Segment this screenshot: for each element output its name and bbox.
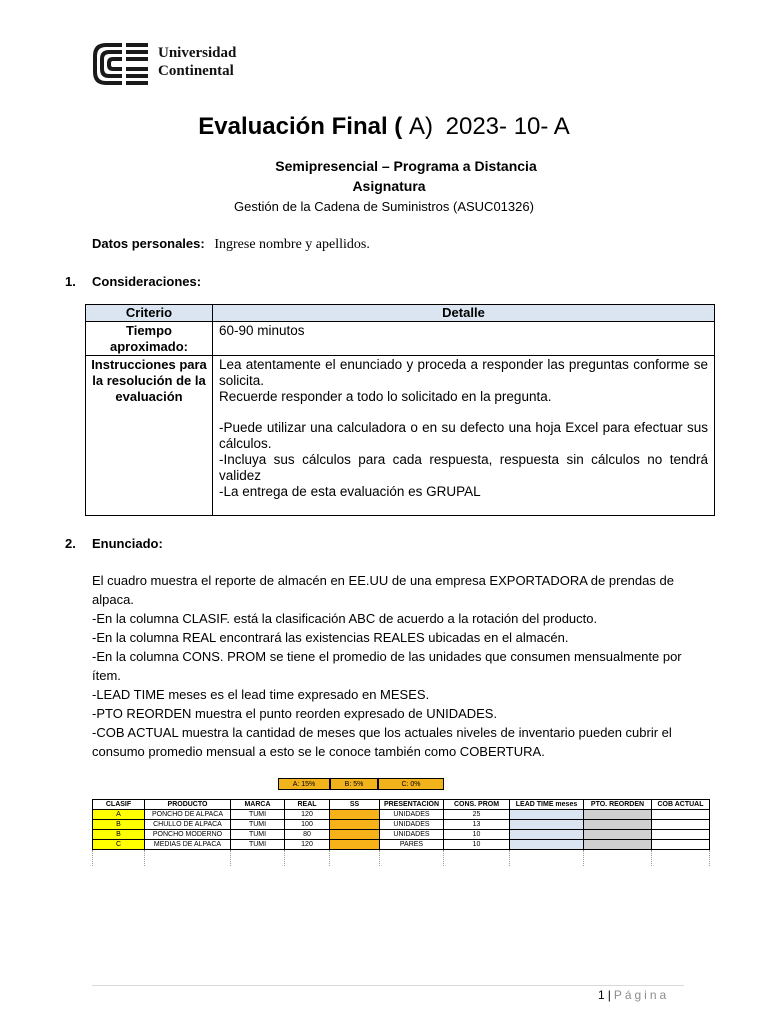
col-header-ss: SS — [330, 800, 380, 810]
criteria-header-criterion: Criterio — [86, 305, 213, 322]
cell-pto-reorden[interactable] — [584, 820, 652, 830]
cell-cons-prom: 25 — [444, 810, 510, 820]
cell-presentacion: UNIDADES — [380, 820, 444, 830]
cell-producto: CHULLO DE ALPACA — [145, 820, 231, 830]
table-spacer-row — [93, 850, 710, 867]
cell-cob-actual[interactable] — [652, 830, 710, 840]
section-2-title: Enunciado: — [92, 536, 163, 551]
inventory-header-row — [93, 800, 710, 810]
cell-marca: TUMI — [231, 810, 285, 820]
criteria-instructions-detail — [213, 356, 715, 516]
criteria-table — [85, 304, 715, 516]
personal-data-label: Datos personales: — [92, 236, 205, 251]
section-1-number: 1. — [65, 274, 76, 289]
cell-marca: TUMI — [231, 820, 285, 830]
legend-c: C: 0% — [378, 778, 444, 790]
inventory-table — [92, 799, 710, 866]
cell-cob-actual[interactable] — [652, 840, 710, 850]
cell-cob-actual[interactable] — [652, 810, 710, 820]
cell-producto: PONCHO DE ALPACA — [145, 810, 231, 820]
cell-clasif: B — [93, 830, 145, 840]
criteria-time-label: Tiempo aproximado: — [86, 322, 213, 356]
cell-real: 100 — [285, 820, 330, 830]
logo-line-1: Universidad — [158, 45, 237, 61]
col-header-clasif: CLASIF — [93, 800, 145, 810]
col-header-cons-prom: CONS. PROM — [444, 800, 510, 810]
cell-clasif: B — [93, 820, 145, 830]
table-row — [93, 830, 710, 840]
cell-clasif: A — [93, 810, 145, 820]
table-row — [93, 820, 710, 830]
cell-cob-actual[interactable] — [652, 820, 710, 830]
criteria-table-header — [86, 305, 715, 322]
footer-separator: | — [607, 988, 611, 1002]
cell-ss[interactable] — [330, 830, 380, 840]
instruction-line: Lea atentamente el enunciado y proceda a responder las preguntas conforme se solicita. — [219, 357, 708, 388]
criteria-row-time — [86, 322, 715, 356]
col-header-real: REAL — [285, 800, 330, 810]
cell-real: 80 — [285, 830, 330, 840]
cell-pto-reorden[interactable] — [584, 830, 652, 840]
section-1-title: Consideraciones: — [92, 274, 202, 289]
table-row — [93, 840, 710, 850]
col-header-pto-reorden: PTO. REORDEN — [584, 800, 652, 810]
instruction-line: -Incluya sus cálculos para cada respuesta, respuesta sin cálculos no tendrá validez — [219, 452, 708, 483]
criteria-header-detail: Detalle — [213, 305, 715, 322]
statement-paragraph: El cuadro muestra el reporte de almacén en EE.UU de una empresa EXPORTADORA de prendas de alpaca. — [92, 573, 674, 607]
logo-line-2: Continental — [158, 63, 234, 79]
footer-divider — [92, 985, 684, 986]
table-row — [93, 810, 710, 820]
cell-ss[interactable] — [330, 810, 380, 820]
criteria-time-value: 60-90 minutos — [213, 322, 715, 356]
statement-paragraph: -En la columna REAL encontrará las existencias REALES ubicadas en el almacén. — [92, 630, 569, 645]
cell-lead-time[interactable] — [510, 830, 584, 840]
cell-pto-reorden[interactable] — [584, 840, 652, 850]
cell-ss[interactable] — [330, 820, 380, 830]
title-main: Evaluación Final ( — [198, 113, 403, 140]
col-header-marca: MARCA — [231, 800, 285, 810]
cell-real: 120 — [285, 840, 330, 850]
cell-presentacion: UNIDADES — [380, 830, 444, 840]
cell-cons-prom: 13 — [444, 820, 510, 830]
legend-a: A: 15% — [278, 778, 330, 790]
subtitle-program: Semipresencial – Programa a Distancia — [275, 158, 537, 174]
cell-ss[interactable] — [330, 840, 380, 850]
cell-presentacion: UNIDADES — [380, 810, 444, 820]
statement-paragraph: -LEAD TIME meses es el lead time expresado en MESES. — [92, 687, 430, 702]
col-header-producto: PRODUCTO — [145, 800, 231, 810]
title-variant: A) — [408, 113, 433, 140]
cell-real: 120 — [285, 810, 330, 820]
section-2-heading — [65, 536, 365, 552]
cell-clasif: C — [93, 840, 145, 850]
cell-presentacion: PARES — [380, 840, 444, 850]
criteria-instructions-label: Instrucciones para la resolución de la evaluación — [86, 356, 213, 516]
statement-paragraph: -COB ACTUAL muestra la cantidad de meses que los actuales niveles de inventario pueden cubrir el consumo promedio mensual a esto se le conoce también como COBERTURA. — [92, 725, 672, 759]
cell-lead-time[interactable] — [510, 810, 584, 820]
page-number: 1 — [598, 988, 605, 1002]
section-2-number: 2. — [65, 536, 76, 551]
cell-cons-prom: 10 — [444, 830, 510, 840]
criteria-row-instructions — [86, 356, 715, 516]
course-name: Gestión de la Cadena de Suministros (ASUC01326) — [234, 199, 534, 214]
statement-paragraph: -En la columna CONS. PROM se tiene el promedio de las unidades que consumen mensualmente por ítem. — [92, 649, 682, 683]
cell-producto: PONCHO MODERNO — [145, 830, 231, 840]
personal-data-field[interactable]: Ingrese nombre y apellidos. — [214, 237, 370, 252]
col-header-presentacion: PRESENTACIÓN — [380, 800, 444, 810]
cell-pto-reorden[interactable] — [584, 810, 652, 820]
instruction-line: -La entrega de esta evaluación es GRUPAL — [219, 484, 481, 499]
title-period: 2023- 10- A — [445, 113, 570, 140]
statement-paragraph: -En la columna CLASIF. está la clasificación ABC de acuerdo a la rotación del producto. — [92, 611, 598, 626]
legend-b: B: 5% — [330, 778, 378, 790]
personal-data — [92, 236, 370, 253]
cell-lead-time[interactable] — [510, 840, 584, 850]
cell-marca: TUMI — [231, 830, 285, 840]
page-title — [0, 113, 768, 141]
university-logo-icon — [92, 42, 150, 86]
col-header-cob-actual: COB ACTUAL — [652, 800, 710, 810]
section-1-heading — [65, 274, 365, 290]
problem-statement — [92, 571, 682, 761]
instruction-line: Recuerde responder a todo lo solicitado en la pregunta. — [219, 389, 552, 404]
university-logo — [92, 42, 262, 86]
cell-producto: MEDIAS DE ALPACA — [145, 840, 231, 850]
col-header-lead-time: LEAD TIME meses — [510, 800, 584, 810]
cell-cons-prom: 10 — [444, 840, 510, 850]
instruction-line: -Puede utilizar una calculadora o en su defecto una hoja Excel para efectuar sus cálculos. — [219, 420, 708, 451]
statement-paragraph: -PTO REORDEN muestra el punto reorden expresado de UNIDADES. — [92, 706, 498, 721]
cell-lead-time[interactable] — [510, 820, 584, 830]
cell-marca: TUMI — [231, 840, 285, 850]
page-label: Página — [613, 988, 670, 1002]
subtitle-subject: Asignatura — [352, 178, 426, 194]
page-footer — [598, 988, 669, 1002]
